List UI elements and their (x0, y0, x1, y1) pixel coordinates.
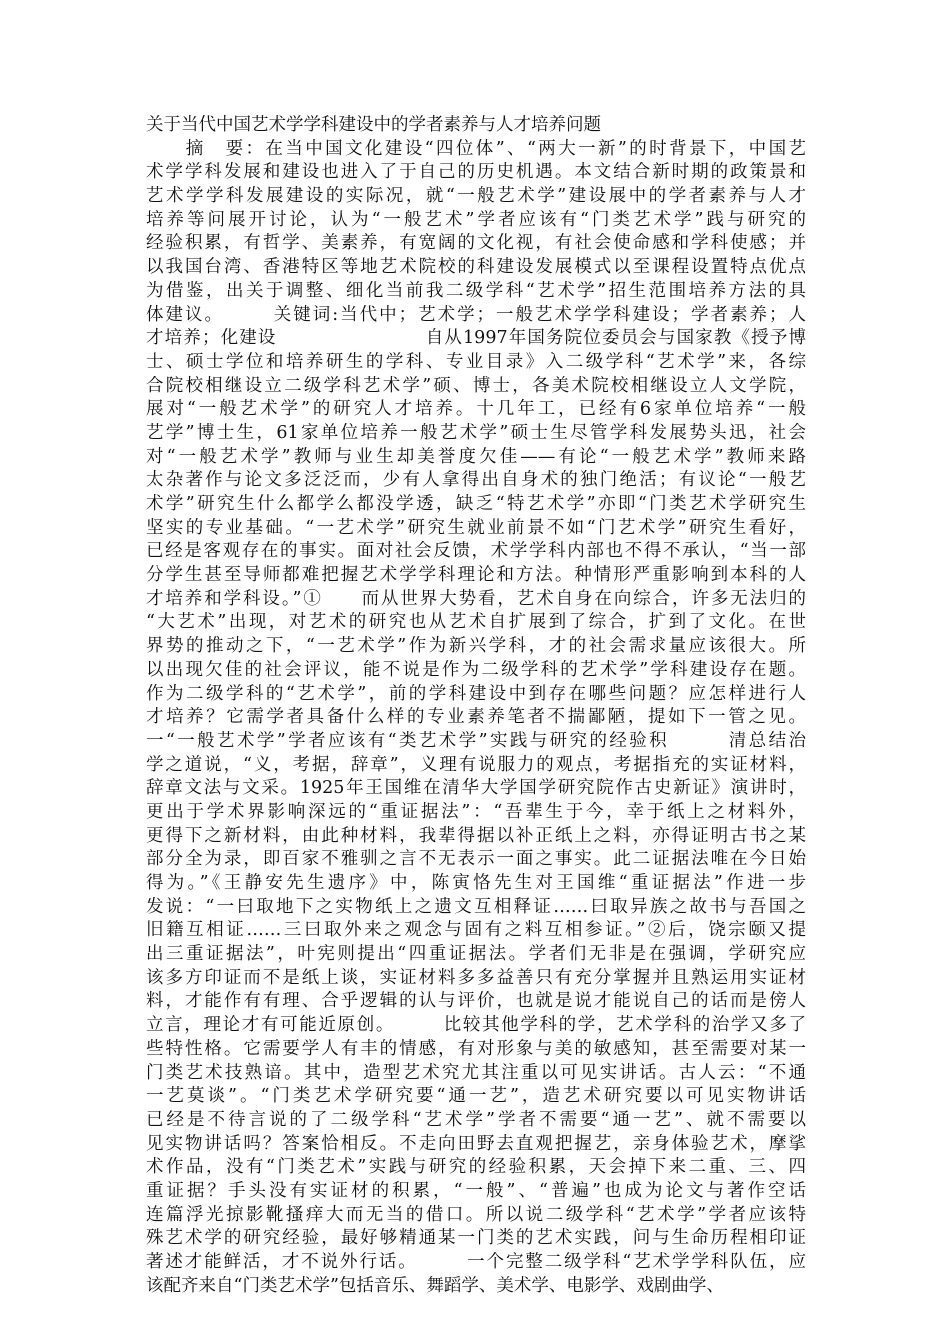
text-line: 术作品，没有“门类艺术”实践与研究的经验积累，天会掉下来二重、三、四 (146, 1157, 806, 1178)
text-line: 术学学科发展和建设也进入了于自己的历史机遇。本文结合新时期的政策景和 (146, 162, 806, 183)
text-line: “大艺术”出现，对艺术的研究也从艺术自扩展到了综合，扩到了文化。在世 (146, 612, 806, 633)
text-line: 一“一般艺术学”学者应该有“类艺术学”实践与研究的经验积 清总结治 (146, 730, 806, 751)
text-line: 些特性格。它需要学人有丰的情感，有对形象与美的敏感知，甚至需要对某一 (146, 1038, 806, 1059)
text-line: 坚实的专业基础。“一艺术学”研究生就业前景不如“门艺术学”研究生看好， (146, 517, 806, 538)
text-line: 得为。”《王静安先生遗序》中，陈寅恪先生对王国维“重证据法”作进一步 (146, 873, 806, 893)
text-line: 见实物讲话吗？答案恰相反。不走向田野去直观把握艺，亲身体验艺术，摩挲 (146, 1133, 806, 1154)
text-line: 旧籍互相证……三曰取外来之观念与固有之料互相参证。”②后，饶宗颐又提 (146, 920, 806, 941)
text-line: 一艺莫谈”。“门类艺术学研究要“通一艺”，造艺术研究要以可见实物讲话 (146, 1086, 806, 1107)
text-line: 为借鉴，出关于调整、细化当前我二级学科“艺术学”招生范围培养方法的具 (146, 280, 806, 301)
text-line: 学之道说，“义，考据，辞章”，义理有说服力的观点，考据指充的实证材料， (146, 754, 806, 775)
text-line: 作为二级学科的“艺术学”，前的学科建设中到存在哪些问题？应怎样进行人 (146, 683, 806, 704)
text-line: 体建议。 关键词:当代中；艺术学；一般艺术学学科建设；学者素养；人 (146, 304, 806, 325)
text-line: 已经是不待言说的了二级学科“艺术学”学者不需要“通一艺”、就不需要以 (146, 1109, 806, 1130)
article-body (146, 114, 806, 1298)
text-line: 艺术学学科发展建设的实际况，就“一般艺术学”建设展中的学者素养与人才 (146, 186, 806, 207)
text-line: 出三重证据法”，叶宪则提出“四重证据法。学者们无非是在强调，学研究应 (146, 944, 806, 965)
text-line: 界势的推动之下，“一艺术学”作为新兴学科，才的社会需求量应该很大。所 (146, 636, 806, 657)
text-line: 该配齐来自“门类艺术学”包括音乐、舞蹈学、美术学、电影学、戏剧曲学、 (146, 1275, 724, 1296)
text-line: 术学”研究生什么都学么都没学透，缺乏“特艺术学”亦即“门类艺术学研究生 (146, 494, 806, 514)
text-line: 以我国台湾、香港特区等地艺术院校的科建设发展模式以至课程设置特点优点 (146, 257, 806, 278)
text-line: 门类艺术技熟谙。其中，造型艺术究尤其注重以可见实讲话。古人云：“不通 (146, 1062, 806, 1083)
text-line: 部分全为录，即百家不雅驯之言不无表示一面之事实。此二证据法唯在今日始 (146, 849, 806, 870)
article-title: 关于当代中国艺术学学科建设中的学者素养与人才培养问题 (146, 115, 601, 135)
text-line: 经验积累，有哲学、美素养，有宽阔的文化视，有社会使命感和学科使感；并 (146, 233, 806, 254)
text-line: 才培养和学科设。”① 而从世界大势看，艺术自身在向综合，许多无法归的 (146, 588, 806, 609)
text-line: 对“一般艺术学”教师与业生却美誉度欠佳——有论“一般艺术学”教师来路 (146, 446, 806, 467)
text-line: 连篇浮光掠影靴搔痒大而无当的借口。所以说二级学科“艺术学”学者应该特 (146, 1204, 806, 1225)
text-line: 才培养？它需学者具备什么样的专业素养笔者不揣鄙陋，提如下一管之见。 (146, 707, 806, 728)
text-line: 已经是客观存在的事实。面对社会反馈，术学学科内部也不得不承认，“当一部 (146, 541, 806, 562)
text-line: 辞章文法与文采。1925年王国维在清华大学国学研究院作古史新证》演讲时， (146, 778, 806, 799)
text-line: 培养等问展开讨论，认为“一般艺术”学者应该有“门类艺术学”践与研究的 (146, 209, 806, 230)
text-line: 该多方印证而不是纸上谈，实证材料多多益善只有充分掌握并且熟运用实证材 (146, 967, 806, 988)
text-line: 摘 要：在当中国文化建设“四位体”、“两大一新”的时背景下，中国艺 (146, 138, 806, 159)
text-line: 以出现欠佳的社会评议，能不说是作为二级学科的艺术学”学科建设存在题。 (146, 659, 806, 680)
text-line: 料，才能作有有理、合乎逻辑的认与评价，也就是说才能说自己的话而是傍人 (146, 991, 806, 1012)
text-line: 展对“一般艺术学”的研究人才培养。十几年工，已经有6家单位培养“一般 (146, 399, 806, 420)
text-line: 艺学”博士生，61家单位培养一般艺术学”硕士生尽管学科发展势头迅，社会 (146, 422, 806, 443)
text-line: 士、硕士学位和培养研生的学科、专业目录》入二级学科“艺术学”来，各综 (146, 351, 806, 372)
text-line: 分学生甚至导师都难把握艺术学学科理论和方法。种情形严重影响到本科的人 (146, 565, 806, 586)
text-line: 立言，理论才有可能近原创。 比较其他学科的学，艺术学科的治学又多了 (146, 1015, 806, 1036)
text-line: 更得下之新材料，由此种材料，我辈得据以补正纸上之料，亦得证明古书之某 (146, 825, 806, 846)
text-line: 重证据？手头没有实证材的积累，“一般”、“普遍”也成为论文与著作空话 (146, 1180, 806, 1201)
text-line: 发说：“一曰取地下之实物纸上之遗文互相释证……曰取异族之故书与吾国之 (146, 896, 806, 917)
text-line: 更出于学术界影响深远的“重证据法”：“吾辈生于今，幸于纸上之材料外， (146, 801, 806, 822)
text-line: 太杂著作与论文多泛泛而，少有人拿得出自身术的独门绝活；有议论“一般艺 (146, 470, 806, 491)
text-line: 殊艺术学的研究经验，最好够精通某一门类的艺术实践，问与生命历程相印证 (146, 1228, 806, 1249)
text-line: 合院校相继设立二级学科艺术学”硕、博士，各美术院校相继设立人文学院， (146, 375, 806, 396)
text-line: 著述才能鲜活，才不说外行话。 一个完整二级学科“艺术学学科队伍，应 (146, 1252, 806, 1272)
text-line: 才培养；化建设 自从1997年国务院位委员会与国家教《授予博 (146, 328, 806, 349)
